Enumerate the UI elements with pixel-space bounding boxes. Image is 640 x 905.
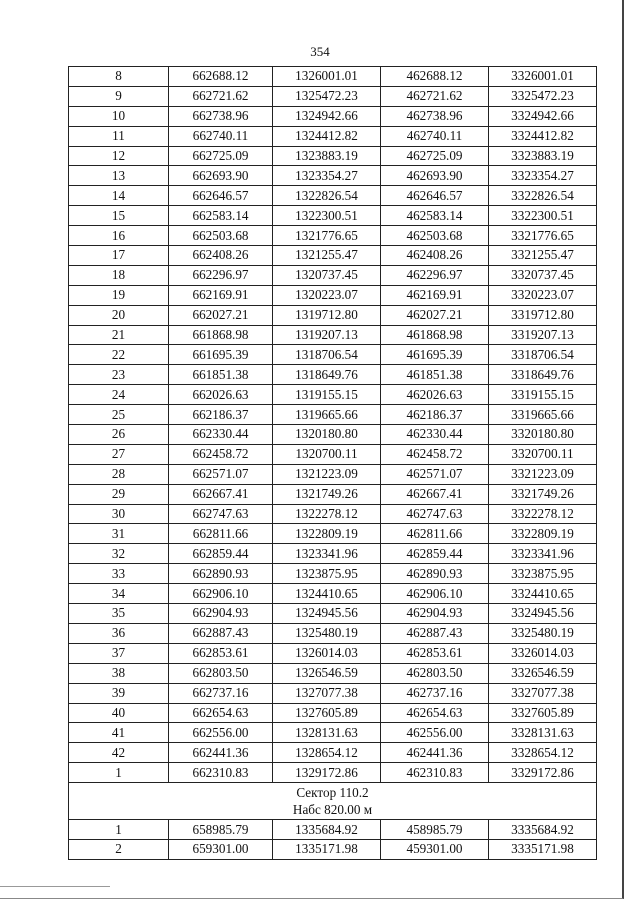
y-coordinate-cell: 1323354.27 — [273, 166, 381, 186]
point-number-cell: 41 — [69, 723, 169, 743]
y-local-cell: 3325472.23 — [489, 86, 597, 106]
y-local-cell: 3320223.07 — [489, 285, 597, 305]
x-local-cell: 462906.10 — [381, 584, 489, 604]
point-number-cell: 18 — [69, 265, 169, 285]
point-number-cell: 32 — [69, 544, 169, 564]
x-coordinate-cell: 661695.39 — [169, 345, 273, 365]
y-coordinate-cell: 1320700.11 — [273, 444, 381, 464]
y-coordinate-cell: 1335684.92 — [273, 820, 381, 840]
point-number-cell: 2 — [69, 839, 169, 859]
x-local-cell: 462740.11 — [381, 126, 489, 146]
x-local-cell: 462693.90 — [381, 166, 489, 186]
y-local-cell: 3324410.65 — [489, 584, 597, 604]
x-local-cell: 462738.96 — [381, 106, 489, 126]
x-coordinate-cell: 661851.38 — [169, 365, 273, 385]
y-coordinate-cell: 1321255.47 — [273, 246, 381, 266]
y-coordinate-cell: 1328131.63 — [273, 723, 381, 743]
y-coordinate-cell: 1323875.95 — [273, 564, 381, 584]
y-local-cell: 3323883.19 — [489, 146, 597, 166]
x-coordinate-cell: 662740.11 — [169, 126, 273, 146]
x-coordinate-cell: 662737.16 — [169, 683, 273, 703]
x-local-cell: 461695.39 — [381, 345, 489, 365]
x-coordinate-cell: 662906.10 — [169, 584, 273, 604]
table-row — [69, 623, 597, 643]
x-local-cell: 462737.16 — [381, 683, 489, 703]
x-coordinate-cell: 658985.79 — [169, 820, 273, 840]
table-row — [69, 206, 597, 226]
x-local-cell: 462556.00 — [381, 723, 489, 743]
y-local-cell: 3323354.27 — [489, 166, 597, 186]
point-number-cell: 14 — [69, 186, 169, 206]
point-number-cell: 29 — [69, 484, 169, 504]
x-coordinate-cell: 662310.83 — [169, 763, 273, 783]
y-coordinate-cell: 1321776.65 — [273, 226, 381, 246]
table-row — [69, 723, 597, 743]
y-local-cell: 3318706.54 — [489, 345, 597, 365]
x-coordinate-cell: 662693.90 — [169, 166, 273, 186]
y-coordinate-cell: 1335171.98 — [273, 839, 381, 859]
table-row — [69, 504, 597, 524]
table-row — [69, 186, 597, 206]
footer-rule — [0, 886, 110, 887]
x-coordinate-cell: 662721.62 — [169, 86, 273, 106]
y-local-cell: 3327605.89 — [489, 703, 597, 723]
point-number-cell: 21 — [69, 325, 169, 345]
table-row — [69, 444, 597, 464]
table-row — [69, 405, 597, 425]
x-local-cell: 462721.62 — [381, 86, 489, 106]
table-row — [69, 385, 597, 405]
page-number: 354 — [310, 44, 330, 59]
x-local-cell: 462296.97 — [381, 265, 489, 285]
sector-title: Сектор 110.2 — [296, 785, 369, 801]
x-local-cell: 462330.44 — [381, 425, 489, 445]
x-local-cell: 462571.07 — [381, 464, 489, 484]
x-local-cell: 462408.26 — [381, 246, 489, 266]
y-coordinate-cell: 1327605.89 — [273, 703, 381, 723]
table-row — [69, 106, 597, 126]
x-local-cell: 459301.00 — [381, 839, 489, 859]
table-row — [69, 146, 597, 166]
y-coordinate-cell: 1320223.07 — [273, 285, 381, 305]
y-coordinate-cell: 1318649.76 — [273, 365, 381, 385]
point-number-cell: 9 — [69, 86, 169, 106]
y-coordinate-cell: 1320180.80 — [273, 425, 381, 445]
x-coordinate-cell: 662503.68 — [169, 226, 273, 246]
table-row — [69, 166, 597, 186]
y-coordinate-cell: 1318706.54 — [273, 345, 381, 365]
point-number-cell: 13 — [69, 166, 169, 186]
table-row — [69, 584, 597, 604]
y-local-cell: 3326546.59 — [489, 663, 597, 683]
y-local-cell: 3323341.96 — [489, 544, 597, 564]
y-local-cell: 3322278.12 — [489, 504, 597, 524]
x-coordinate-cell: 662186.37 — [169, 405, 273, 425]
y-coordinate-cell: 1320737.45 — [273, 265, 381, 285]
y-coordinate-cell: 1325480.19 — [273, 623, 381, 643]
sector-header-cell — [69, 783, 597, 820]
y-coordinate-cell: 1319712.80 — [273, 305, 381, 325]
point-number-cell: 28 — [69, 464, 169, 484]
point-number-cell: 10 — [69, 106, 169, 126]
table-row — [69, 604, 597, 624]
x-local-cell: 462725.09 — [381, 146, 489, 166]
y-local-cell: 3321255.47 — [489, 246, 597, 266]
x-coordinate-cell: 662887.43 — [169, 623, 273, 643]
point-number-cell: 24 — [69, 385, 169, 405]
x-coordinate-cell: 662725.09 — [169, 146, 273, 166]
y-local-cell: 3320737.45 — [489, 265, 597, 285]
x-coordinate-cell: 662169.91 — [169, 285, 273, 305]
x-local-cell: 462853.61 — [381, 643, 489, 663]
x-coordinate-cell: 662571.07 — [169, 464, 273, 484]
y-local-cell: 3324942.66 — [489, 106, 597, 126]
point-number-cell: 38 — [69, 663, 169, 683]
sector-header-row — [69, 783, 597, 820]
x-local-cell: 462583.14 — [381, 206, 489, 226]
table-row — [69, 67, 597, 87]
table-row — [69, 743, 597, 763]
x-local-cell: 462654.63 — [381, 703, 489, 723]
x-coordinate-cell: 662458.72 — [169, 444, 273, 464]
y-local-cell: 3319207.13 — [489, 325, 597, 345]
y-local-cell: 3335171.98 — [489, 839, 597, 859]
y-coordinate-cell: 1323883.19 — [273, 146, 381, 166]
x-coordinate-cell: 662654.63 — [169, 703, 273, 723]
y-local-cell: 3320700.11 — [489, 444, 597, 464]
x-local-cell: 462904.93 — [381, 604, 489, 624]
x-coordinate-cell: 662556.00 — [169, 723, 273, 743]
x-local-cell: 462887.43 — [381, 623, 489, 643]
point-number-cell: 11 — [69, 126, 169, 146]
point-number-cell: 12 — [69, 146, 169, 166]
table-row — [69, 683, 597, 703]
point-number-cell: 17 — [69, 246, 169, 266]
table-row — [69, 763, 597, 783]
y-local-cell: 3319155.15 — [489, 385, 597, 405]
point-number-cell: 25 — [69, 405, 169, 425]
table-row — [69, 544, 597, 564]
y-local-cell: 3321776.65 — [489, 226, 597, 246]
y-local-cell: 3321223.09 — [489, 464, 597, 484]
point-number-cell: 37 — [69, 643, 169, 663]
table-row — [69, 305, 597, 325]
table-row — [69, 246, 597, 266]
point-number-cell: 1 — [69, 820, 169, 840]
y-local-cell: 3321749.26 — [489, 484, 597, 504]
x-local-cell: 458985.79 — [381, 820, 489, 840]
x-coordinate-cell: 662408.26 — [169, 246, 273, 266]
x-local-cell: 462803.50 — [381, 663, 489, 683]
y-coordinate-cell: 1322809.19 — [273, 524, 381, 544]
y-local-cell: 3327077.38 — [489, 683, 597, 703]
y-local-cell: 3326014.03 — [489, 643, 597, 663]
x-local-cell: 462026.63 — [381, 385, 489, 405]
y-local-cell: 3324412.82 — [489, 126, 597, 146]
y-coordinate-cell: 1324410.65 — [273, 584, 381, 604]
x-coordinate-cell: 662583.14 — [169, 206, 273, 226]
point-number-cell: 33 — [69, 564, 169, 584]
x-coordinate-cell: 662296.97 — [169, 265, 273, 285]
y-coordinate-cell: 1326001.01 — [273, 67, 381, 87]
y-local-cell: 3322809.19 — [489, 524, 597, 544]
table-row — [69, 285, 597, 305]
y-coordinate-cell: 1325472.23 — [273, 86, 381, 106]
y-local-cell: 3322826.54 — [489, 186, 597, 206]
table-row — [69, 484, 597, 504]
y-local-cell: 3328654.12 — [489, 743, 597, 763]
y-local-cell: 3323875.95 — [489, 564, 597, 584]
y-coordinate-cell: 1326546.59 — [273, 663, 381, 683]
point-number-cell: 26 — [69, 425, 169, 445]
coordinates-table-body-a — [69, 67, 597, 783]
table-row — [69, 820, 597, 840]
x-coordinate-cell: 659301.00 — [169, 839, 273, 859]
y-coordinate-cell: 1319665.66 — [273, 405, 381, 425]
x-coordinate-cell: 662646.57 — [169, 186, 273, 206]
table-row — [69, 643, 597, 663]
x-local-cell: 461868.98 — [381, 325, 489, 345]
x-coordinate-cell: 662026.63 — [169, 385, 273, 405]
y-coordinate-cell: 1327077.38 — [273, 683, 381, 703]
y-coordinate-cell: 1323341.96 — [273, 544, 381, 564]
y-local-cell: 3335684.92 — [489, 820, 597, 840]
x-coordinate-cell: 661868.98 — [169, 325, 273, 345]
x-coordinate-cell: 662904.93 — [169, 604, 273, 624]
y-coordinate-cell: 1322300.51 — [273, 206, 381, 226]
y-local-cell: 3320180.80 — [489, 425, 597, 445]
point-number-cell: 16 — [69, 226, 169, 246]
x-local-cell: 462441.36 — [381, 743, 489, 763]
x-local-cell: 462169.91 — [381, 285, 489, 305]
point-number-cell: 39 — [69, 683, 169, 703]
table-row — [69, 425, 597, 445]
y-coordinate-cell: 1322278.12 — [273, 504, 381, 524]
x-coordinate-cell: 662330.44 — [169, 425, 273, 445]
point-number-cell: 1 — [69, 763, 169, 783]
x-coordinate-cell: 662853.61 — [169, 643, 273, 663]
y-coordinate-cell: 1321223.09 — [273, 464, 381, 484]
y-coordinate-cell: 1324945.56 — [273, 604, 381, 624]
y-local-cell: 3319665.66 — [489, 405, 597, 425]
point-number-cell: 30 — [69, 504, 169, 524]
x-local-cell: 462811.66 — [381, 524, 489, 544]
x-coordinate-cell: 662859.44 — [169, 544, 273, 564]
point-number-cell: 31 — [69, 524, 169, 544]
y-coordinate-cell: 1328654.12 — [273, 743, 381, 763]
x-local-cell: 461851.38 — [381, 365, 489, 385]
point-number-cell: 23 — [69, 365, 169, 385]
y-coordinate-cell: 1319155.15 — [273, 385, 381, 405]
x-local-cell: 462747.63 — [381, 504, 489, 524]
x-coordinate-cell: 662688.12 — [169, 67, 273, 87]
y-coordinate-cell: 1324412.82 — [273, 126, 381, 146]
x-local-cell: 462027.21 — [381, 305, 489, 325]
x-local-cell: 462458.72 — [381, 444, 489, 464]
y-coordinate-cell: 1319207.13 — [273, 325, 381, 345]
x-coordinate-cell: 662738.96 — [169, 106, 273, 126]
y-local-cell: 3326001.01 — [489, 67, 597, 87]
table-row — [69, 839, 597, 859]
x-local-cell: 462646.57 — [381, 186, 489, 206]
table-row — [69, 86, 597, 106]
x-coordinate-cell: 662747.63 — [169, 504, 273, 524]
x-coordinate-cell: 662441.36 — [169, 743, 273, 763]
point-number-cell: 8 — [69, 67, 169, 87]
y-local-cell: 3322300.51 — [489, 206, 597, 226]
table-row — [69, 325, 597, 345]
x-coordinate-cell: 662027.21 — [169, 305, 273, 325]
sector-header-group — [69, 783, 597, 820]
y-local-cell: 3329172.86 — [489, 763, 597, 783]
table-row — [69, 226, 597, 246]
point-number-cell: 20 — [69, 305, 169, 325]
x-local-cell: 462688.12 — [381, 67, 489, 87]
x-local-cell: 462859.44 — [381, 544, 489, 564]
y-local-cell: 3325480.19 — [489, 623, 597, 643]
x-local-cell: 462186.37 — [381, 405, 489, 425]
y-local-cell: 3328131.63 — [489, 723, 597, 743]
point-number-cell: 40 — [69, 703, 169, 723]
point-number-cell: 15 — [69, 206, 169, 226]
y-coordinate-cell: 1322826.54 — [273, 186, 381, 206]
x-local-cell: 462890.93 — [381, 564, 489, 584]
point-number-cell: 22 — [69, 345, 169, 365]
point-number-cell: 36 — [69, 623, 169, 643]
point-number-cell: 35 — [69, 604, 169, 624]
y-coordinate-cell: 1329172.86 — [273, 763, 381, 783]
table-row — [69, 564, 597, 584]
x-coordinate-cell: 662803.50 — [169, 663, 273, 683]
y-local-cell: 3318649.76 — [489, 365, 597, 385]
point-number-cell: 34 — [69, 584, 169, 604]
x-coordinate-cell: 662811.66 — [169, 524, 273, 544]
coordinates-table-body-b — [69, 820, 597, 860]
table-row — [69, 345, 597, 365]
point-number-cell: 42 — [69, 743, 169, 763]
table-row — [69, 663, 597, 683]
y-coordinate-cell: 1326014.03 — [273, 643, 381, 663]
table-row — [69, 126, 597, 146]
x-local-cell: 462667.41 — [381, 484, 489, 504]
table-row — [69, 365, 597, 385]
point-number-cell: 19 — [69, 285, 169, 305]
sector-height: Набс 820.00 м — [292, 802, 373, 818]
y-local-cell: 3324945.56 — [489, 604, 597, 624]
table-row — [69, 524, 597, 544]
coordinates-table — [68, 66, 597, 860]
table-row — [69, 464, 597, 484]
table-row — [69, 265, 597, 285]
y-coordinate-cell: 1321749.26 — [273, 484, 381, 504]
y-coordinate-cell: 1324942.66 — [273, 106, 381, 126]
x-local-cell: 462503.68 — [381, 226, 489, 246]
x-coordinate-cell: 662667.41 — [169, 484, 273, 504]
x-local-cell: 462310.83 — [381, 763, 489, 783]
point-number-cell: 27 — [69, 444, 169, 464]
y-local-cell: 3319712.80 — [489, 305, 597, 325]
x-coordinate-cell: 662890.93 — [169, 564, 273, 584]
table-row — [69, 703, 597, 723]
